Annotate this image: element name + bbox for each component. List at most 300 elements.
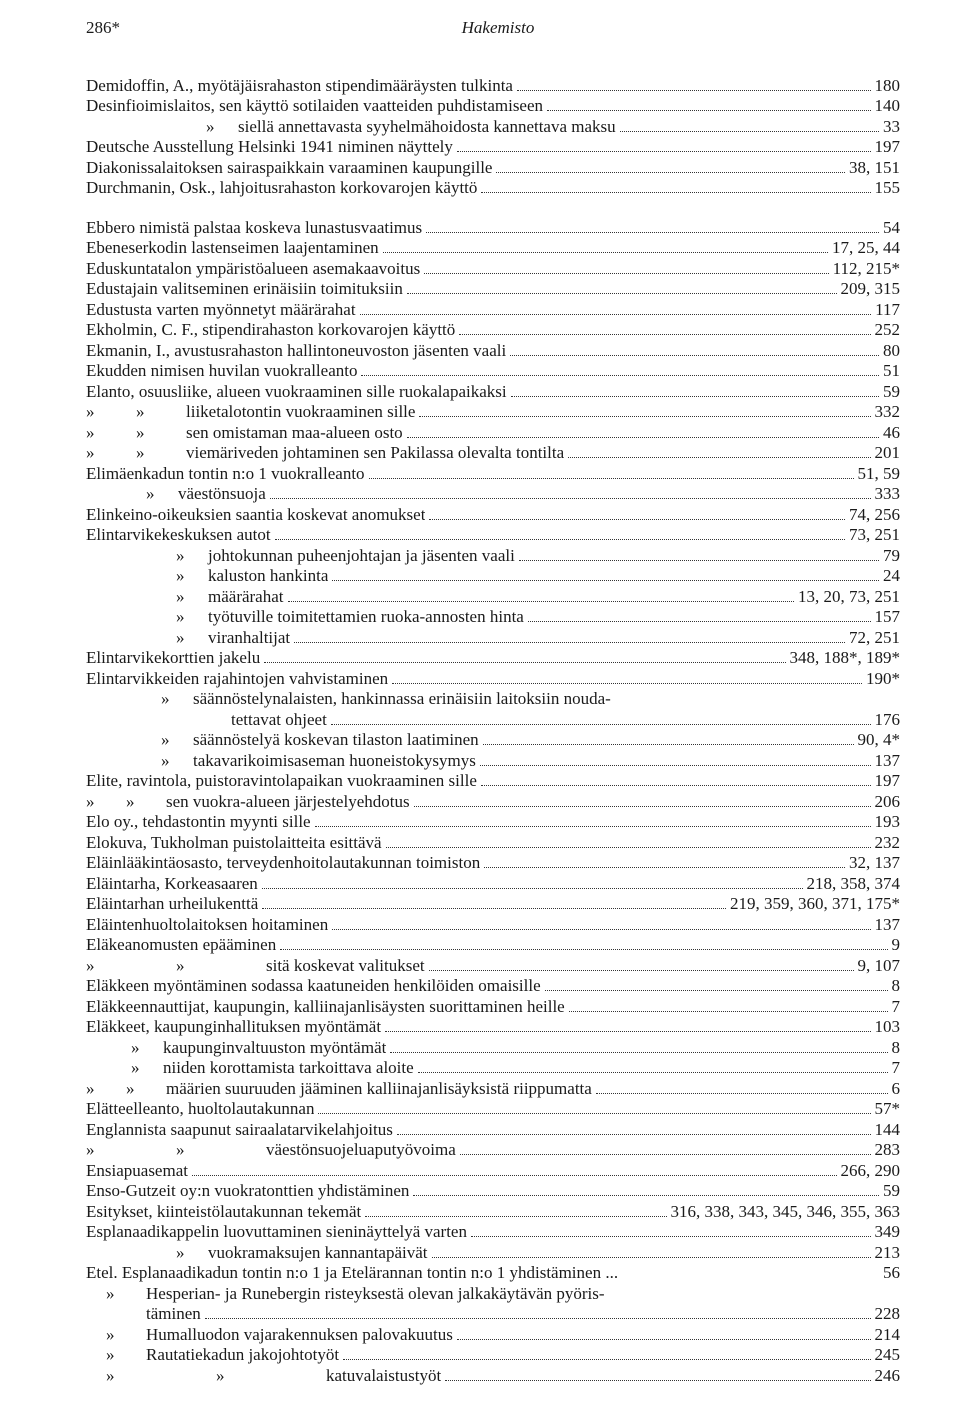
- index-entry: [86, 463, 900, 484]
- entry-pages: 9: [891, 935, 900, 954]
- index-entry: [86, 566, 900, 587]
- entry-label: työtuville toimitettamien ruoka-annosten hinta: [208, 607, 524, 626]
- entry-label: Elintarvikekeskuksen autot: [86, 525, 271, 544]
- entry-pages: 206: [874, 791, 900, 811]
- entry-pages: 59: [883, 1181, 900, 1200]
- entry-label: johtokunnan puheenjohtajan ja jäsenten vaali: [208, 545, 515, 565]
- entry-pages: 214: [874, 1324, 900, 1344]
- entry-label: sitä koskevat valitukset: [266, 955, 425, 975]
- ditto-mark: »: [176, 1242, 185, 1262]
- entry-label: takavarikoimisaseman huoneistokysymys: [193, 750, 476, 770]
- entry-pages: 348, 188*, 189*: [789, 648, 900, 667]
- leader-dots: [264, 661, 785, 663]
- entry-pages: 252: [874, 320, 900, 339]
- leader-dots: [392, 682, 862, 684]
- leader-dots: [414, 805, 871, 807]
- entry-pages: 46: [883, 422, 900, 442]
- leader-dots: [262, 907, 726, 909]
- entry-label: Eläkeanomusten epääminen: [86, 935, 277, 954]
- entry-pages: 201: [874, 443, 900, 462]
- leader-dots: [568, 456, 870, 458]
- index-entry: [86, 1140, 900, 1161]
- entry-label: Eläinlääkintäosasto, terveydenhoitolautakunnan toimiston: [86, 853, 481, 872]
- entry-text: [86, 117, 616, 137]
- entry-text: [86, 1325, 453, 1345]
- leader-dots: [318, 1112, 870, 1114]
- entry-pages: 193: [874, 812, 900, 831]
- index-entry: [86, 812, 900, 833]
- leader-dots: [496, 171, 845, 173]
- entry-text: [86, 976, 541, 996]
- entry-text: [86, 730, 479, 750]
- index-entry: [86, 873, 900, 894]
- leader-dots: [331, 723, 871, 725]
- entry-pages: 316, 338, 343, 345, 346, 355, 363: [670, 1201, 900, 1221]
- entry-label: Etel. Esplanaadikadun tontin n:o 1 ja Etelärannan tontin n:o 1 yhdistäminen ...: [86, 1263, 619, 1282]
- entry-label: Durchmanin, Osk., lahjoitusrahaston korkovarojen käyttö: [86, 178, 478, 197]
- entry-text: [86, 1345, 339, 1365]
- index-entry: [86, 1222, 900, 1243]
- ditto-mark: »: [176, 586, 185, 606]
- entry-text: [86, 607, 524, 627]
- leader-dots: [386, 846, 871, 848]
- entry-text: [86, 771, 477, 791]
- index-entry: [86, 361, 900, 382]
- index-entry: [86, 402, 900, 423]
- ditto-mark: »: [136, 402, 145, 421]
- entry-pages: 7: [891, 1058, 900, 1077]
- ditto-mark: »: [176, 627, 185, 647]
- entry-text: [86, 423, 403, 443]
- entry-text: [86, 812, 311, 832]
- entry-pages: 38, 151: [849, 157, 900, 177]
- ditto-mark: »: [136, 443, 145, 462]
- entry-text: [86, 648, 260, 668]
- leader-dots: [547, 109, 870, 111]
- index-entry: [86, 1242, 900, 1263]
- ditto-mark: »: [176, 607, 185, 626]
- leader-dots: [192, 1174, 837, 1176]
- entry-label: sen omistaman maa-alueen osto: [186, 422, 403, 442]
- entry-label: Ekmanin, I., avustusrahaston hallintoneuvoston jäsenten vaali: [86, 340, 507, 360]
- entry-text: [86, 382, 507, 402]
- entry-pages: 349: [874, 1222, 900, 1241]
- entry-label: Eläkkeennauttijat, kaupungin, kalliinajanlisäysten suorittaminen heille: [86, 996, 565, 1016]
- ditto-mark: »: [86, 955, 95, 975]
- index-entry: [86, 935, 900, 956]
- leader-dots: [407, 436, 879, 438]
- entry-pages: 197: [874, 771, 900, 790]
- index-entry: [86, 996, 900, 1017]
- entry-text: [86, 238, 379, 258]
- entry-text: [86, 1366, 441, 1386]
- leader-dots: [569, 1010, 888, 1012]
- entry-text: [86, 689, 611, 709]
- entry-text: [86, 464, 365, 484]
- index-entry: [86, 976, 900, 997]
- index-entry: [86, 1099, 900, 1120]
- entry-label: väestönsuojeluaputyövoima: [266, 1140, 456, 1159]
- leader-dots: [511, 395, 879, 397]
- entry-label: säännöstelynalaisten, hankinnassa erinäisiin laitoksiin nouda-: [193, 689, 611, 708]
- leader-dots: [315, 825, 871, 827]
- entry-pages: 232: [874, 832, 900, 852]
- entry-pages: 79: [883, 545, 900, 565]
- ditto-mark: »: [86, 791, 95, 811]
- index-entry: [86, 689, 900, 710]
- entry-text: [86, 484, 266, 504]
- entry-label: Elanto, osuusliike, alueen vuokraaminen sille ruokalapaikaksi: [86, 381, 507, 401]
- entry-label: väestönsuoja: [178, 484, 266, 503]
- index-entry: [86, 525, 900, 546]
- entry-pages: 155: [874, 178, 900, 197]
- index-entry: [86, 238, 900, 259]
- leader-dots: [517, 89, 871, 91]
- index-entry: [86, 791, 900, 812]
- entry-label: Deutsche Ausstellung Helsinki 1941 niminen näyttely: [86, 137, 453, 156]
- leader-dots: [275, 538, 845, 540]
- index-entry: [86, 1160, 900, 1181]
- index-entry: [86, 484, 900, 505]
- leader-dots: [332, 928, 870, 930]
- ditto-mark: »: [176, 1140, 185, 1159]
- leader-dots: [365, 1215, 666, 1217]
- ditto-mark: »: [161, 730, 170, 749]
- index-entry: [86, 627, 900, 648]
- entry-pages: 32, 137: [849, 853, 900, 872]
- entry-label: Eläintarha, Korkeasaaren: [86, 873, 258, 893]
- ditto-mark: »: [216, 1365, 225, 1385]
- entry-text: [86, 402, 415, 422]
- entry-label: Hesperian- ja Runebergin risteyksestä olevan jalkakäytävän pyöris-: [146, 1283, 605, 1303]
- entry-pages: 219, 359, 360, 371, 175*: [730, 894, 900, 913]
- entry-pages: 283: [874, 1140, 900, 1159]
- entry-text: [86, 1140, 456, 1160]
- index-entry: [86, 853, 900, 874]
- page-number: 286*: [86, 18, 120, 37]
- entry-text: [86, 751, 476, 771]
- entry-text: [86, 1161, 188, 1181]
- entry-pages: 157: [874, 607, 900, 626]
- leader-dots: [480, 764, 871, 766]
- leader-dots: [457, 1338, 871, 1340]
- index-entry: [86, 1365, 900, 1386]
- leader-dots: [445, 1379, 870, 1381]
- leader-dots: [457, 150, 871, 152]
- entry-label: määrien suuruuden jääminen kalliinajanlisäyksistä riippumatta: [166, 1078, 592, 1098]
- index-entry: [86, 730, 900, 751]
- entry-text: [86, 1181, 409, 1201]
- ditto-mark: »: [106, 1324, 115, 1344]
- index-entry: [86, 1345, 900, 1366]
- leader-dots: [481, 191, 870, 193]
- entry-label: niiden korottamista tarkoittava aloite: [163, 1058, 414, 1077]
- entry-label: Ebeneserkodin lastenseimen laajentaminen: [86, 238, 379, 257]
- entry-pages: 54: [883, 217, 900, 237]
- ditto-mark: »: [206, 116, 215, 136]
- entry-text: [86, 279, 403, 299]
- leader-dots: [596, 1092, 888, 1094]
- entry-label: määrärahat: [208, 586, 284, 606]
- entry-text: [86, 1099, 314, 1119]
- entry-pages: 218, 358, 374: [806, 873, 900, 893]
- entry-label: Elätteelleanto, huoltolautakunnan: [86, 1099, 315, 1118]
- entry-label: Eläintarhan urheilukenttä: [86, 894, 259, 913]
- index-entry: [86, 648, 900, 669]
- page-header: [86, 18, 910, 46]
- entry-text: [86, 96, 543, 116]
- leader-dots: [424, 272, 828, 274]
- index-entries: [86, 75, 900, 1386]
- index-entry: [86, 545, 900, 566]
- entry-label: Demidoffin, A., myötäjäisrahaston stipendimääräysten tulkinta: [86, 75, 513, 95]
- entry-text: [86, 566, 328, 586]
- leader-dots: [528, 620, 871, 622]
- ditto-mark: »: [86, 1140, 95, 1159]
- index-entry: [86, 96, 900, 117]
- entry-text: [86, 587, 284, 607]
- entry-pages: 8: [891, 976, 900, 995]
- entry-pages: 73, 251: [849, 525, 900, 544]
- entry-pages: 33: [883, 116, 900, 136]
- entry-text: [86, 259, 420, 279]
- entry-label: Eläintenhuoltolaitoksen hoitaminen: [86, 914, 329, 934]
- entry-pages: 90, 4*: [857, 730, 900, 749]
- leader-dots: [426, 231, 879, 233]
- index-entry: [86, 1181, 900, 1202]
- index-entry: [86, 894, 900, 915]
- page-title: Hakemisto: [461, 18, 535, 37]
- entry-text: [86, 874, 258, 894]
- index-entry: [86, 381, 900, 402]
- entry-pages: 59: [883, 381, 900, 401]
- entry-text: [86, 341, 506, 361]
- leader-dots: [429, 518, 845, 520]
- index-entry: [86, 607, 900, 628]
- entry-pages: 190*: [866, 668, 900, 688]
- index-entry: [86, 668, 900, 689]
- entry-pages: 213: [874, 1242, 900, 1262]
- entry-pages: 80: [883, 340, 900, 360]
- index-entry: [86, 137, 900, 158]
- entry-pages: 333: [874, 484, 900, 503]
- entry-pages: 332: [874, 402, 900, 421]
- entry-pages: 137: [874, 750, 900, 770]
- entry-text: [86, 1263, 618, 1283]
- leader-dots: [407, 292, 837, 294]
- entry-pages: 103: [874, 1017, 900, 1036]
- entry-pages: 197: [874, 137, 900, 156]
- entry-text: [86, 956, 425, 976]
- index-entry: [86, 116, 900, 137]
- entry-label: Rautatiekadun jakojohtotyöt: [146, 1345, 340, 1364]
- entry-pages: 246: [874, 1365, 900, 1385]
- ditto-mark: »: [176, 955, 185, 975]
- entry-text: [86, 628, 290, 648]
- leader-dots: [471, 1235, 871, 1237]
- entry-text: [86, 915, 328, 935]
- entry-pages: 24: [883, 566, 900, 585]
- index-entry: [86, 914, 900, 935]
- entry-label: Humalluodon vajarakennuksen palovakuutus: [146, 1324, 453, 1344]
- index-entry: [86, 340, 900, 361]
- ditto-mark: »: [146, 484, 155, 503]
- entry-pages: 17, 25, 44: [832, 238, 900, 257]
- entry-label: Ekudden nimisen huvilan vuokralleanto: [86, 361, 358, 380]
- index-entry: [86, 1283, 900, 1304]
- entry-text: [86, 137, 453, 157]
- entry-pages: 137: [874, 914, 900, 934]
- entry-pages: 72, 251: [849, 627, 900, 647]
- leader-dots: [383, 251, 828, 253]
- entry-pages: 209, 315: [840, 279, 900, 298]
- entry-label: Edustajain valitseminen erinäisiin toimituksiin: [86, 279, 403, 298]
- leader-dots: [369, 477, 854, 479]
- entry-label: Elo oy., tehdastontin myynti sille: [86, 812, 311, 831]
- leader-dots: [332, 579, 879, 581]
- entry-text: [86, 76, 513, 96]
- leader-dots: [390, 1051, 887, 1053]
- entry-pages: 74, 256: [849, 504, 900, 524]
- ditto-mark: »: [86, 1078, 95, 1098]
- entry-pages: 13, 20, 73, 251: [798, 586, 900, 606]
- entry-label: Elintarvikkeiden rajahintojen vahvistaminen: [86, 668, 389, 688]
- entry-label: Englannista saapunut sairaalatarvikelahjoitus: [86, 1119, 393, 1139]
- entry-text: [86, 710, 327, 730]
- ditto-mark: »: [176, 545, 185, 565]
- entry-label: Enso-Gutzeit oy:n vuokratonttien yhdistäminen: [86, 1181, 410, 1200]
- ditto-mark: »: [86, 422, 95, 442]
- entry-pages: 228: [874, 1304, 900, 1323]
- leader-dots: [280, 948, 887, 950]
- index-entry: [86, 1304, 900, 1325]
- entry-text: [86, 1202, 361, 1222]
- entry-pages: 56: [883, 1263, 900, 1282]
- index-entry: [86, 1201, 900, 1222]
- entry-text: [86, 1017, 381, 1037]
- index-entry: [86, 771, 900, 792]
- entry-text: [86, 361, 357, 381]
- entry-pages: 144: [874, 1119, 900, 1139]
- index-entry: [86, 443, 900, 464]
- index-entry: [86, 1017, 900, 1038]
- entry-pages: 51: [883, 361, 900, 380]
- entry-label: kaupunginvaltuuston myöntämät: [163, 1037, 387, 1057]
- entry-text: [86, 1222, 467, 1242]
- entry-pages: 117: [875, 299, 900, 319]
- index-entry: [86, 832, 900, 853]
- index-entry: [86, 279, 900, 300]
- index-entry: [86, 750, 900, 771]
- leader-dots: [360, 313, 872, 315]
- entry-text: [86, 1243, 428, 1263]
- entry-label: Ensiapuasemat: [86, 1160, 188, 1180]
- entry-label: Elimäenkadun tontin n:o 1 vuokralleanto: [86, 463, 365, 483]
- entry-pages: 7: [891, 996, 900, 1016]
- entry-text: [86, 833, 382, 853]
- leader-dots: [510, 354, 879, 356]
- entry-text: [86, 443, 564, 463]
- entry-text: [86, 505, 425, 525]
- leader-dots: [459, 333, 870, 335]
- entry-label: säännöstelyä koskevan tilaston laatiminen: [193, 730, 479, 749]
- leader-dots: [294, 641, 845, 643]
- entry-text: [86, 1038, 386, 1058]
- entry-label: Eduskuntatalon ympäristöalueen asemakaavoitus: [86, 258, 421, 278]
- index-entry: [86, 157, 900, 178]
- entry-pages: 140: [874, 96, 900, 115]
- entry-label: Esitykset, kiinteistölautakunnan tekemät: [86, 1201, 362, 1221]
- entry-label: kaluston hankinta: [208, 566, 329, 585]
- entry-text: [86, 525, 271, 545]
- leader-dots: [270, 497, 871, 499]
- entry-label: liiketalotontin vuokraaminen sille: [186, 402, 416, 421]
- leader-dots: [205, 1317, 871, 1319]
- ditto-mark: »: [131, 1058, 140, 1077]
- index-entry: [86, 75, 900, 96]
- index-entry: [86, 1119, 900, 1140]
- entry-label: Elokuva, Tukholman puistolaitteita esittävä: [86, 832, 382, 852]
- ditto-mark: »: [106, 1283, 115, 1303]
- entry-label: viranhaltijat: [208, 627, 291, 647]
- index-entry: [86, 258, 900, 279]
- entry-label: Eläkkeen myöntäminen sodassa kaatuneiden henkilöiden omaisille: [86, 976, 541, 995]
- entry-text: [86, 546, 515, 566]
- entry-label: tettavat ohjeet: [231, 709, 327, 729]
- entry-label: Elinkeino-oikeuksien saantia koskevat anomukset: [86, 504, 426, 524]
- entry-label: Diakonissalaitoksen sairaspaikkain varaaminen kaupungille: [86, 157, 493, 177]
- entry-pages: 6: [891, 1078, 900, 1098]
- entry-text: [86, 1058, 414, 1078]
- index-entry: [86, 422, 900, 443]
- ditto-mark: »: [106, 1345, 115, 1364]
- entry-text: [86, 300, 356, 320]
- entry-pages: 112, 215*: [832, 258, 900, 278]
- entry-text: [86, 158, 492, 178]
- ditto-mark: »: [126, 1078, 135, 1098]
- leader-dots: [343, 1358, 870, 1360]
- entry-label: vuokramaksujen kannantapäivät: [208, 1242, 428, 1262]
- entry-label: täminen: [146, 1304, 201, 1323]
- entry-label: Eläkkeet, kaupunginhallituksen myöntämät: [86, 1017, 382, 1036]
- leader-dots: [397, 1133, 871, 1135]
- entry-label: Elite, ravintola, puistoravintolapaikan vuokraaminen sille: [86, 771, 477, 790]
- ditto-mark: »: [161, 750, 170, 770]
- entry-text: [86, 792, 410, 812]
- entry-label: Desinfioimislaitos, sen käyttö sotilaiden vaatteiden puhdistamiseen: [86, 96, 544, 115]
- index-entry: [86, 504, 900, 525]
- index-entry: [86, 586, 900, 607]
- entry-text: [86, 218, 422, 238]
- leader-dots: [545, 989, 888, 991]
- entry-pages: 8: [891, 1037, 900, 1057]
- entry-label: Ekholmin, C. F., stipendirahaston korkovarojen käyttö: [86, 320, 456, 339]
- index-entry: [86, 299, 900, 320]
- leader-dots: [419, 415, 870, 417]
- leader-dots: [483, 743, 854, 745]
- ditto-mark: »: [161, 689, 170, 708]
- entry-text: [86, 935, 276, 955]
- index-entry: [86, 320, 900, 341]
- entry-pages: 51, 59: [857, 463, 900, 483]
- entry-label: siellä annettavasta syyhelmähoidosta kannettava maksu: [238, 116, 616, 136]
- entry-pages: 9, 107: [857, 955, 900, 975]
- leader-dots: [288, 600, 795, 602]
- ditto-mark: »: [131, 1037, 140, 1057]
- index-entry: [86, 1037, 900, 1058]
- entry-label: Ebbero nimistä palstaa koskeva lunastusvaatimus: [86, 217, 423, 237]
- entry-label: viemäriveden johtaminen sen Pakilassa olevalta tontilta: [186, 443, 565, 462]
